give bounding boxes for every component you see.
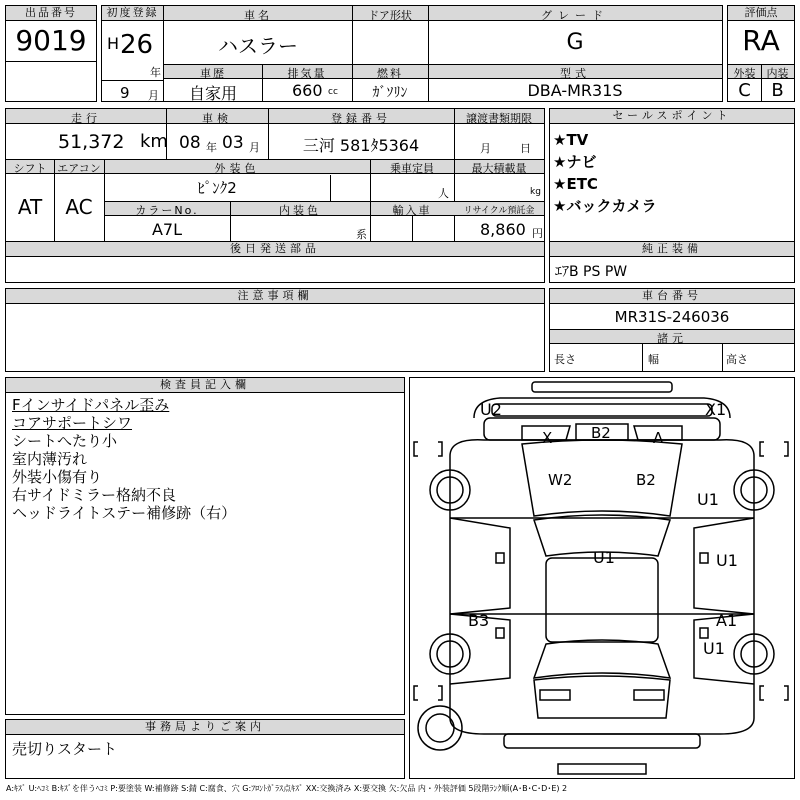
- inspector-note: Fインサイドパネル歪み: [12, 396, 170, 414]
- month-unit: 月: [148, 89, 159, 102]
- chassis-label: 車台番号: [550, 289, 794, 304]
- int-color-unit: 系: [356, 228, 367, 241]
- later-parts-box: [5, 241, 545, 283]
- mark-w2: W2: [548, 471, 573, 489]
- inspection-year-unit: 年: [206, 141, 217, 154]
- color-no: A7L: [151, 220, 183, 239]
- lot-label: 出品番号: [6, 6, 96, 21]
- capacity-label: 乗車定員: [390, 162, 434, 175]
- equipment-box: [549, 241, 795, 283]
- height-label: 高さ: [726, 353, 748, 366]
- inspection-month: 03: [222, 133, 244, 153]
- damage-diagram: [409, 377, 795, 779]
- shift: AT: [17, 195, 43, 219]
- recycle-fee: 8,860: [480, 220, 526, 239]
- model: DBA-MR31S: [527, 81, 623, 100]
- vehicle-detail-box: [5, 108, 545, 243]
- door-label: ドア形状: [368, 9, 412, 22]
- mark-u1-right-rear: U1: [703, 639, 725, 658]
- lot-box: [5, 5, 97, 62]
- inspector-note: シートへたり小: [12, 432, 118, 450]
- sales-points-box: [549, 108, 795, 243]
- chassis-number: MR31S-246036: [614, 308, 730, 326]
- mark-u1-right-door: U1: [716, 551, 738, 570]
- first-reg-box: [101, 5, 164, 102]
- inspector-box: [5, 377, 405, 715]
- color-no-label: カラーNo.: [135, 204, 199, 217]
- mark-b2-front: B2: [591, 424, 611, 442]
- inspector-note: 右サイドミラー格納不良: [12, 486, 176, 504]
- first-reg-month: 9: [120, 84, 130, 102]
- fuel-label: 燃料: [377, 67, 403, 80]
- dims-label: 諸元: [657, 332, 687, 345]
- interior-score: B: [771, 80, 784, 101]
- score-box: [727, 5, 795, 102]
- sales-point-item: ★TV: [553, 131, 589, 149]
- car-name-label: 車名: [244, 9, 272, 22]
- sales-point-item: ★ETC: [553, 175, 598, 193]
- lot-blank: [5, 61, 97, 102]
- year-unit: 年: [150, 66, 161, 79]
- exterior-label: 外装: [733, 67, 756, 80]
- office-label: 事務局よりご案内: [6, 720, 404, 735]
- first-reg-label: 初度登録: [102, 6, 163, 21]
- mileage-label: 走行: [71, 112, 101, 125]
- lot-number: 9019: [15, 24, 87, 57]
- office-note: 売切りスタート: [12, 740, 118, 758]
- mark-u2: U2: [480, 400, 502, 419]
- office-box: [5, 719, 405, 779]
- mark-a1: A1: [716, 611, 738, 630]
- mark-b2-hood: B2: [636, 471, 656, 489]
- length-label: 長さ: [554, 353, 576, 366]
- mark-u1-roof: U1: [593, 548, 615, 567]
- interior-label: 内装: [766, 67, 789, 80]
- mileage: 51,372: [58, 131, 125, 153]
- plate: 三河 581ﾀ5364: [302, 136, 420, 155]
- equipment: ｴｱB PS PW: [555, 264, 628, 280]
- recycle-unit: 円: [532, 227, 543, 240]
- car-name: ハスラー: [218, 34, 298, 58]
- era: H: [107, 34, 120, 53]
- ac-label: エアコン: [57, 162, 101, 175]
- exterior-color: ﾋﾟﾝｸ2: [197, 179, 237, 197]
- later-parts-label: 後日発送部品: [6, 242, 544, 257]
- grade: G: [566, 30, 584, 55]
- notes-label: 注意事項欄: [6, 289, 544, 304]
- main-info-box: [163, 5, 723, 102]
- history: 自家用: [188, 84, 237, 103]
- score: RA: [742, 24, 780, 57]
- load-unit: kg: [530, 187, 541, 197]
- import-label: 輸入車: [392, 204, 432, 217]
- mark-x1: X1: [705, 400, 727, 419]
- chassis-box: [549, 288, 795, 372]
- transfer-day-unit: 日: [520, 142, 531, 155]
- transfer-label: 譲渡書類期限: [466, 112, 532, 125]
- ac: AC: [65, 195, 93, 219]
- displacement-unit: cc: [328, 87, 338, 97]
- mark-u1-right-front: U1: [697, 490, 719, 509]
- load-label: 最大積載量: [471, 162, 527, 175]
- inspection-year: 08: [179, 133, 201, 153]
- inspection-label: 車検: [202, 112, 232, 125]
- inspector-note: 外装小傷有り: [12, 468, 103, 486]
- sales-points-label: セールスポイント: [550, 109, 794, 124]
- inspector-note: コアサポートシワ: [12, 414, 133, 432]
- inspection-month-unit: 月: [249, 141, 260, 154]
- int-color-label: 内装色: [279, 204, 321, 217]
- equipment-label: 純正装備: [550, 242, 794, 257]
- inspector-label: 検査員記入欄: [6, 378, 404, 393]
- color-label: 外装色: [214, 162, 260, 175]
- shift-label: シフト: [13, 162, 47, 175]
- mileage-unit: km: [140, 131, 168, 152]
- mark-a-front: A: [653, 429, 664, 447]
- notes-box: [5, 288, 545, 372]
- mark-b3: B3: [468, 611, 490, 630]
- transfer-month-unit: 月: [480, 142, 491, 155]
- sales-point-item: ★バックカメラ: [553, 197, 657, 215]
- capacity-unit: 人: [438, 187, 449, 200]
- legend: A:ｷｽﾞ U:ﾍｺﾐ B:ｷｽﾞを伴うﾍｺﾐ P:要塗装 W:補修跡 S:錆 C:腐食、穴 G:ﾌﾛﾝﾄｶﾞﾗｽ点ｷｽﾞ XX:交換済み X:要交換 欠:欠品 内・外装評価 5段階ﾗﾝｸ順(A･B･C･D･E) 2: [6, 784, 568, 793]
- grade-label: グレード: [541, 9, 609, 22]
- displacement-label: 排気量: [287, 67, 327, 80]
- first-reg-year: 26: [120, 30, 154, 60]
- displacement: 660: [292, 81, 323, 100]
- score-label: 評価点: [728, 6, 794, 21]
- fuel: ｶﾞｿﾘﾝ: [372, 85, 408, 101]
- inspector-note: ヘッドライトステー補修跡（右）: [12, 504, 237, 522]
- sales-point-item: ★ナビ: [553, 153, 597, 171]
- model-label: 型式: [560, 67, 590, 80]
- plate-label: 登録番号: [331, 112, 391, 125]
- inspector-note: 室内薄汚れ: [12, 450, 88, 468]
- mark-x-front: X: [542, 429, 553, 447]
- width-label: 幅: [648, 353, 659, 366]
- recycle-label: リサイクル預託金: [463, 206, 535, 216]
- history-label: 車歴: [200, 67, 226, 80]
- exterior-score: C: [738, 80, 751, 101]
